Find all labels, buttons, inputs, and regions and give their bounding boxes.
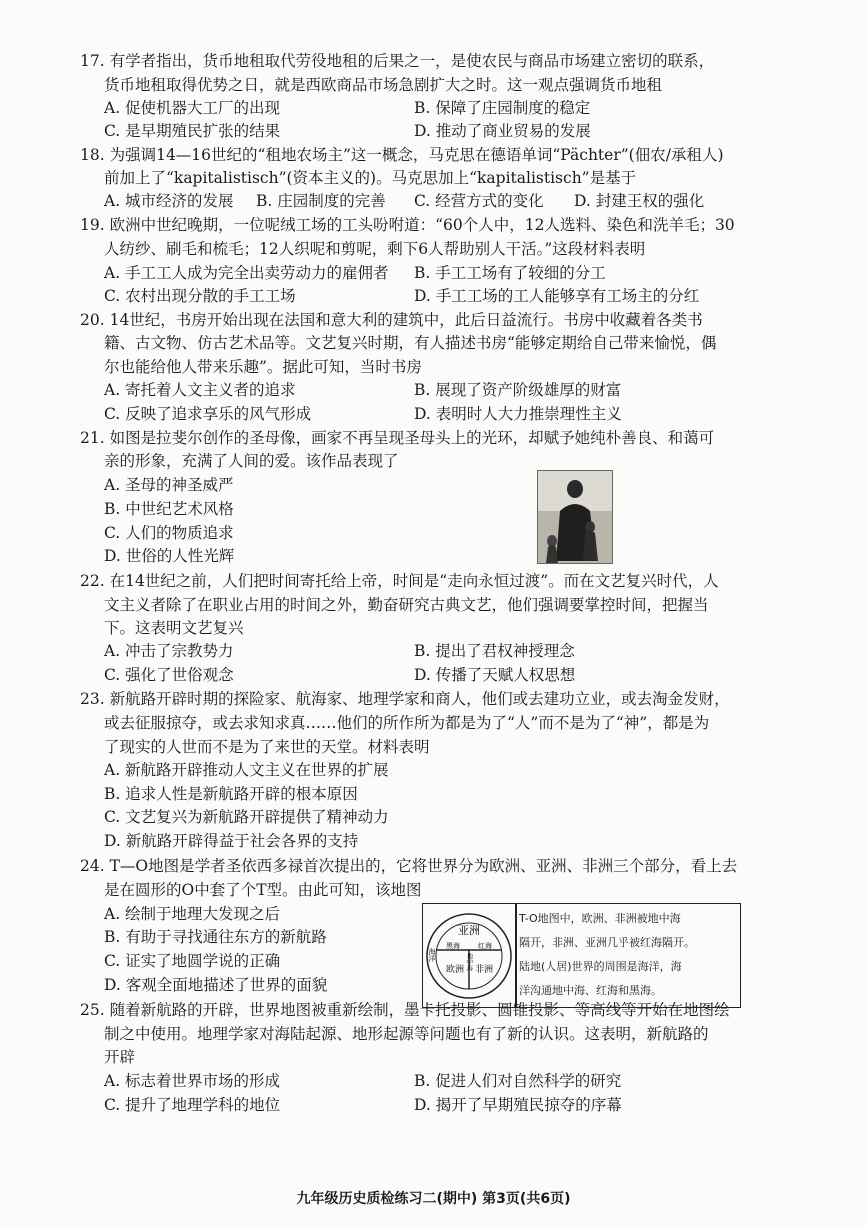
- question-25-option-d: D. 揭开了早期殖民掠夺的序幕: [414, 1096, 622, 1114]
- question-19-option-b: B. 手工工场有了较细的分工: [414, 264, 606, 282]
- question-20-line-1: 20. 14世纪，书房开始出现在法国和意大利的建筑中，此后日益流行。书房中收藏着各类书: [80, 311, 703, 329]
- question-21-line-2: 亲的形象，充满了人间的爱。该作品表现了: [104, 452, 399, 470]
- question-24-line-2: 是在圆形的O中套了个T型。由此可知，该地图: [104, 881, 422, 899]
- question-20-line-3: 尔也能给他人带来乐趣”。据此可知，当时书房: [104, 358, 422, 376]
- map-label-black-sea: 黑海: [446, 942, 460, 950]
- question-17-option-d: D. 推动了商业贸易的发展: [414, 122, 591, 140]
- question-18-option-b: B. 庄园制度的完善: [256, 192, 386, 210]
- question-24-option-d: D. 客观全面地描述了世界的面貌: [104, 976, 328, 994]
- question-23-line-2: 或去征服掠夺，或去求知求真……他们的所作所为都是为了“人”而不是为了“神”，都是为: [104, 714, 710, 732]
- question-24-option-b: B. 有助于寻找通往东方的新航路: [104, 928, 327, 946]
- map-note-line-2: 隔开，非洲、亚洲几乎被红海隔开。: [519, 936, 695, 949]
- question-22-option-d: D. 传播了天赋人权思想: [414, 666, 576, 684]
- question-23-option-a: A. 新航路开辟推动人文主义在世界的扩展: [104, 761, 389, 779]
- map-label-africa: 非洲: [474, 965, 494, 975]
- map-divider: [515, 904, 517, 1007]
- question-17-option-c: C. 是早期殖民扩张的结果: [104, 122, 281, 140]
- map-note-line-1: T-O地图中，欧洲、非洲被地中海: [519, 912, 681, 925]
- question-20-option-c: C. 反映了追求享乐的风气形成: [104, 405, 312, 423]
- question-23-option-d: D. 新航路开辟得益于社会各界的支持: [104, 832, 359, 850]
- question-21-option-a: A. 圣母的神圣威严: [104, 476, 234, 494]
- question-25-line-3: 开辟: [104, 1048, 136, 1066]
- question-25-line-1: 25. 随着新航路的开辟，世界地图被重新绘制，墨卡托投影、圆锥投影、等高线等开始在地图绘: [80, 1001, 730, 1019]
- question-22-option-a: A. 冲击了宗教势力: [104, 642, 234, 660]
- question-17-line-1: 17. 有学者指出，货币地租取代劳役地租的后果之一，是使农民与商品市场建立密切的联系，: [80, 52, 715, 70]
- map-note-line-3: 陆地(人居)世界的周围是海洋，海: [519, 960, 682, 973]
- question-22-option-c: C. 强化了世俗观念: [104, 666, 234, 684]
- question-21-line-1: 21. 如图是拉斐尔创作的圣母像，画家不再呈现圣母头上的光环，却赋予她纯朴善良、和蔼可: [80, 429, 715, 447]
- question-23-line-1: 23. 新航路开辟时期的探险家、航海家、地理学家和商人，他们或去建功立业，或去淘金发财，: [80, 690, 730, 708]
- question-25-option-c: C. 提升了地理学科的地位: [104, 1096, 281, 1114]
- map-label-ocean: 海洋: [428, 948, 436, 962]
- question-23-option-b: B. 追求人性是新航路开辟的根本原因: [104, 785, 358, 803]
- question-19-option-d: D. 手工工场的工人能够享有工场主的分红: [414, 287, 700, 305]
- question-19-option-c: C. 农村出现分散的手工工场: [104, 287, 296, 305]
- question-18-line-2: 前加上了“kapitalistisch”(资本主义的)。马克思加上“kapitalistisch”是基于: [104, 169, 637, 187]
- question-25-option-a: A. 标志着世界市场的形成: [104, 1072, 281, 1090]
- madonna-painting-image: [537, 470, 613, 564]
- map-label-mediterranean: 地中海: [465, 953, 473, 971]
- question-17-line-2: 货币地租取得优势之日，就是西欧商品市场急剧扩大之时。这一观点强调货币地租: [104, 76, 663, 94]
- question-25-line-2: 制之中使用。地理学家对海陆起源、地形起源等问题也有了新的认识。这表明，新航路的: [104, 1025, 709, 1043]
- map-label-europe: 欧洲: [445, 965, 465, 975]
- question-21-option-b: B. 中世纪艺术风格: [104, 500, 234, 518]
- question-20-option-b: B. 展现了资产阶级雄厚的财富: [414, 381, 622, 399]
- question-24-line-1: 24. T—O地图是学者圣依西多禄首次提出的，它将世界分为欧洲、亚洲、非洲三个部分，看上去: [80, 857, 738, 875]
- question-18-option-c: C. 经营方式的变化: [414, 192, 544, 210]
- question-22-line-2: 文主义者除了在职业占用的时间之外，勤奋研究古典文艺，他们强调要掌控时间，把握当: [104, 596, 709, 614]
- t-o-map-figure: [422, 903, 741, 1008]
- question-25-option-b: B. 促进人们对自然科学的研究: [414, 1072, 622, 1090]
- question-22-line-3: 下。这表明文艺复兴: [104, 619, 244, 637]
- question-19-line-1: 19. 欧洲中世纪晚期，一位呢绒工场的工头吩咐道：“60个人中，12人选料、染色和洗羊毛；30: [80, 216, 735, 234]
- question-23-option-c: C. 文艺复兴为新航路开辟提供了精神动力: [104, 808, 389, 826]
- question-20-line-2: 籍、古文物、仿古艺术品等。文艺复兴时期，有人描述书房“能够定期给自己带来愉悦，偶: [104, 334, 717, 352]
- question-23-line-3: 了现实的人世而不是为了来世的天堂。材料表明: [104, 738, 430, 756]
- map-label-red-sea: 红海: [478, 942, 492, 950]
- map-note-line-4: 洋沟通地中海、红海和黑海。: [519, 984, 662, 997]
- question-20-option-d: D. 表明时人大力推崇理性主义: [414, 405, 622, 423]
- question-18-option-a: A. 城市经济的发展: [104, 192, 234, 210]
- question-19-option-a: A. 手工工人成为完全出卖劳动力的雇佣者: [104, 264, 389, 282]
- question-18-line-1: 18. 为强调14—16世纪的“租地农场主”这一概念，马克思在德语单词“Pächter”(佃农/承租人): [80, 146, 724, 164]
- page-footer: 九年级历史质检练习二(期中) 第3页(共6页): [296, 1191, 571, 1207]
- question-19-line-2: 人纺纱、刷毛和梳毛；12人织呢和剪呢，剩下6人帮助别人干活。”这段材料表明: [104, 240, 646, 258]
- t-o-map-diagram: [423, 904, 515, 1007]
- map-note: [519, 907, 737, 1003]
- question-17-option-b: B. 保障了庄园制度的稳定: [414, 99, 591, 117]
- question-21-option-d: D. 世俗的人性光辉: [104, 547, 235, 565]
- question-20-option-a: A. 寄托着人文主义者的追求: [104, 381, 296, 399]
- question-24-option-a: A. 绘制于地理大发现之后: [104, 905, 281, 923]
- question-17-option-a: A. 促使机器大工厂的出现: [104, 99, 281, 117]
- question-22-line-1: 22. 在14世纪之前，人们把时间寄托给上帝，时间是“走向永恒过渡”。而在文艺复兴时代，人: [80, 572, 719, 590]
- question-18-option-d: D. 封建王权的强化: [574, 192, 705, 210]
- question-24-option-c: C. 证实了地圆学说的正确: [104, 952, 281, 970]
- question-21-option-c: C. 人们的物质追求: [104, 524, 234, 542]
- map-label-asia: 亚洲: [458, 924, 480, 937]
- question-22-option-b: B. 提出了君权神授理念: [414, 642, 575, 660]
